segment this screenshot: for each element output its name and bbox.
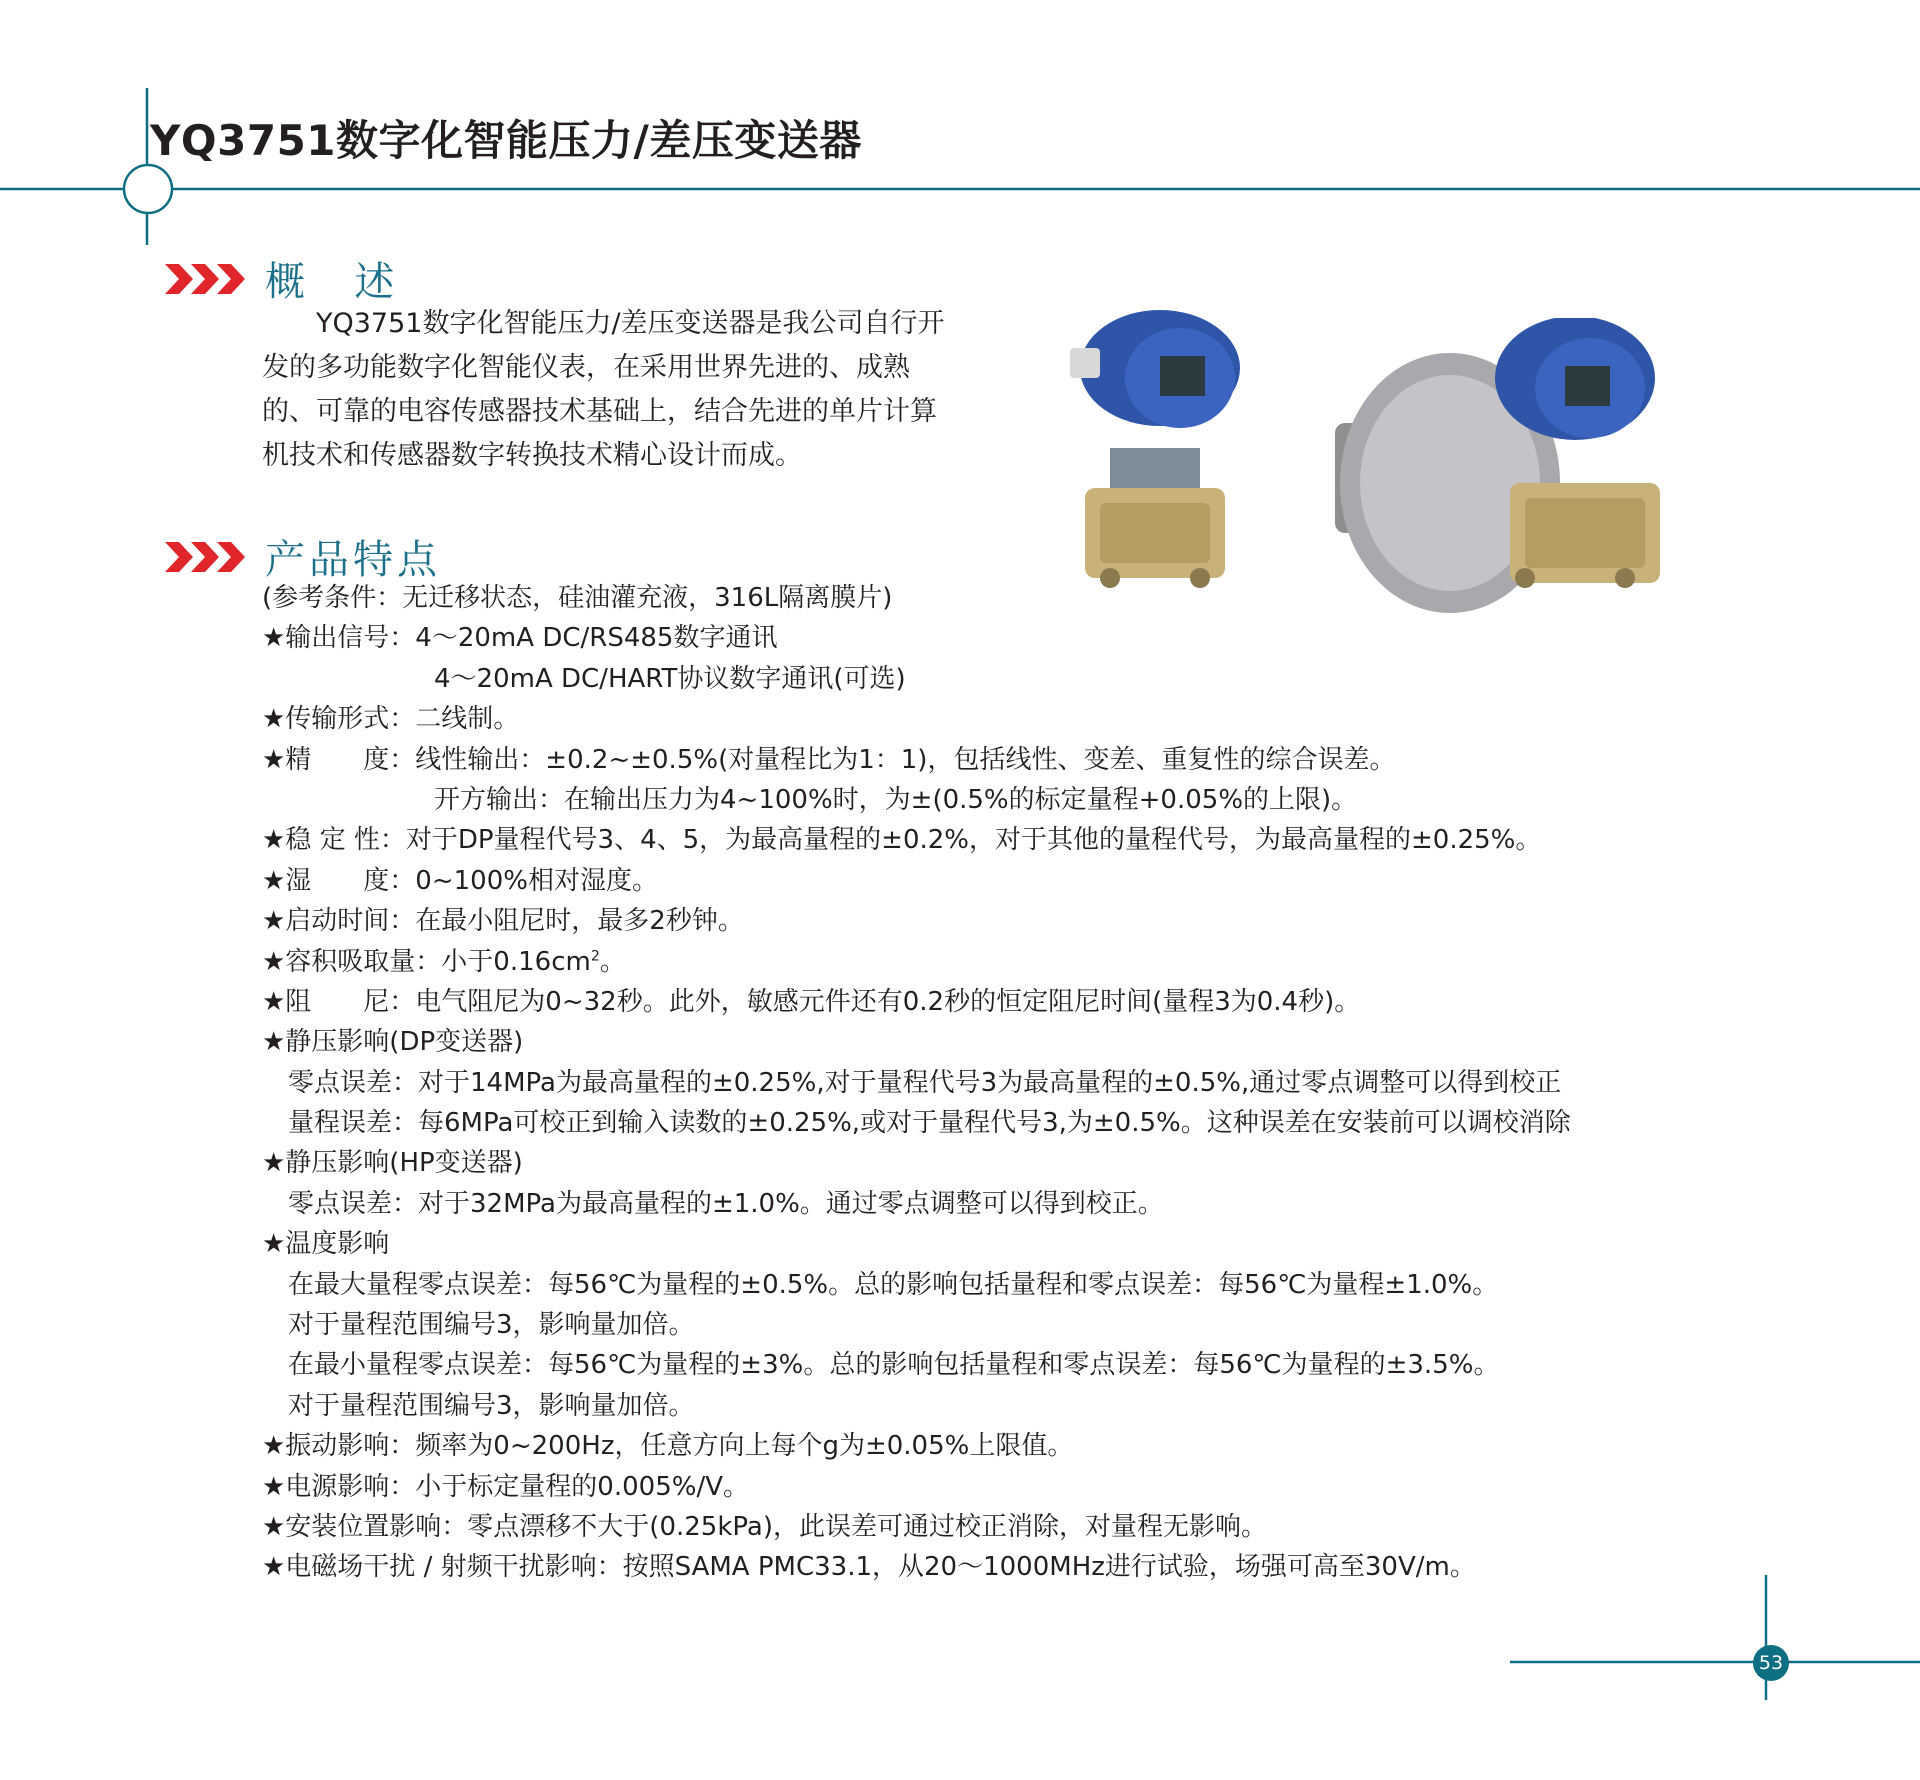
feature-line: ★振动影响：频率为0~200Hz，任意方向上每个g为±0.05%上限值。 xyxy=(262,1431,1074,1462)
feature-line: ★稳 定 性：对于DP量程代号3、4、5，为最高量程的±0.2%，对于其他的量程代号，为最高量程的±0.25%。 xyxy=(262,825,1542,856)
feature-line: 开方输出：在输出压力为4~100%时，为±(0.5%的标定量程+0.05%的上限)。 xyxy=(434,784,1358,815)
transmitter-photo-left xyxy=(1060,308,1260,608)
feature-line-volume xyxy=(262,942,1882,982)
feature-line: ★电磁场干扰 / 射频干扰影响：按照SAMA PMC33.1，从20～1000MHz进行试验，场强可高至30V/m。 xyxy=(262,1552,1476,1583)
triple-arrow-icon xyxy=(165,260,249,298)
feature-line: ★静压影响(DP变送器) xyxy=(262,1027,524,1058)
features-title: 产品特点 xyxy=(265,537,441,583)
feature-line: 量程误差：每6MPa可校正到输入读数的±0.25%,或对于量程代号3,为±0.5%。这种误差在安装前可以调校消除 xyxy=(288,1108,1571,1139)
feature-line: 对于量程范围编号3，影响量加倍。 xyxy=(288,1310,695,1341)
feature-line: ★启动时间：在最小阻尼时，最多2秒钟。 xyxy=(262,906,744,937)
feature-line: ★湿 度：0~100%相对湿度。 xyxy=(262,865,658,896)
feature-line: ★静压影响(HP变送器) xyxy=(262,1148,523,1179)
feature-line: 零点误差：对于14MPa为最高量程的±0.25%,对于量程代号3为最高量程的±0.5%,通过零点调整可以得到校正 xyxy=(288,1067,1562,1098)
feature-line: ★电源影响：小于标定量程的0.005%/V。 xyxy=(262,1471,749,1502)
overview-title: 概 述 xyxy=(265,259,403,305)
transmitter-photo-right xyxy=(1325,318,1665,618)
features-list xyxy=(262,578,1882,1588)
feature-line: 在最大量程零点误差：每56℃为量程的±0.5%。总的影响包括量程和零点误差：每56℃为量程±1.0%。 xyxy=(288,1269,1499,1300)
feature-line: 对于量程范围编号3，影响量加倍。 xyxy=(288,1390,695,1421)
feature-line: (参考条件：无迁移状态，硅油灌充液，316L隔离膜片) xyxy=(262,583,893,613)
feature-line: ★安装位置影响：零点漂移不大于(0.25kPa)，此误差可通过校正消除，对量程无影响。 xyxy=(262,1511,1267,1542)
triple-arrow-icon xyxy=(165,538,249,576)
features-heading xyxy=(165,528,441,585)
feature-volume-period: 。 xyxy=(599,946,626,977)
overview-paragraph: YQ3751数字化智能压力/差压变送器是我公司自行开发的多功能数字化智能仪表，在采用世界先进的、成熟的、可靠的电容传感器技术基础上，结合先进的单片计算机技术和传感器数字转换技术精心设计而成。 xyxy=(262,308,945,471)
feature-line: 4～20mA DC/HART协议数字通讯(可选) xyxy=(434,663,906,694)
page-title: YQ3751数字化智能压力/差压变送器 xyxy=(150,116,862,165)
feature-line: 在最小量程零点误差：每56℃为量程的±3%。总的影响包括量程和零点误差：每56℃为量程的±3.5%。 xyxy=(288,1350,1500,1381)
feature-line: ★精 度：线性输出：±0.2~±0.5%(对量程比为1：1)，包括线性、变差、重复性的综合误差。 xyxy=(262,744,1396,775)
feature-line: ★输出信号：4～20mA DC/RS485数字通讯 xyxy=(262,623,778,654)
feature-line: ★阻 尼：电气阻尼为0~32秒。此外，敏感元件还有0.2秒的恒定阻尼时间(量程3为0.4秒)。 xyxy=(262,986,1361,1017)
feature-line: ★传输形式：二线制。 xyxy=(262,704,520,735)
superscript-2: 2 xyxy=(590,947,600,964)
page-number-badge: 53 xyxy=(1753,1645,1789,1681)
overview-heading xyxy=(165,250,402,307)
feature-volume-text: ★容积吸取量：小于0.16cm xyxy=(262,946,591,977)
feature-line: 零点误差：对于32MPa为最高量程的±1.0%。通过零点调整可以得到校正。 xyxy=(288,1188,1164,1219)
feature-line: ★温度影响 xyxy=(262,1229,390,1260)
